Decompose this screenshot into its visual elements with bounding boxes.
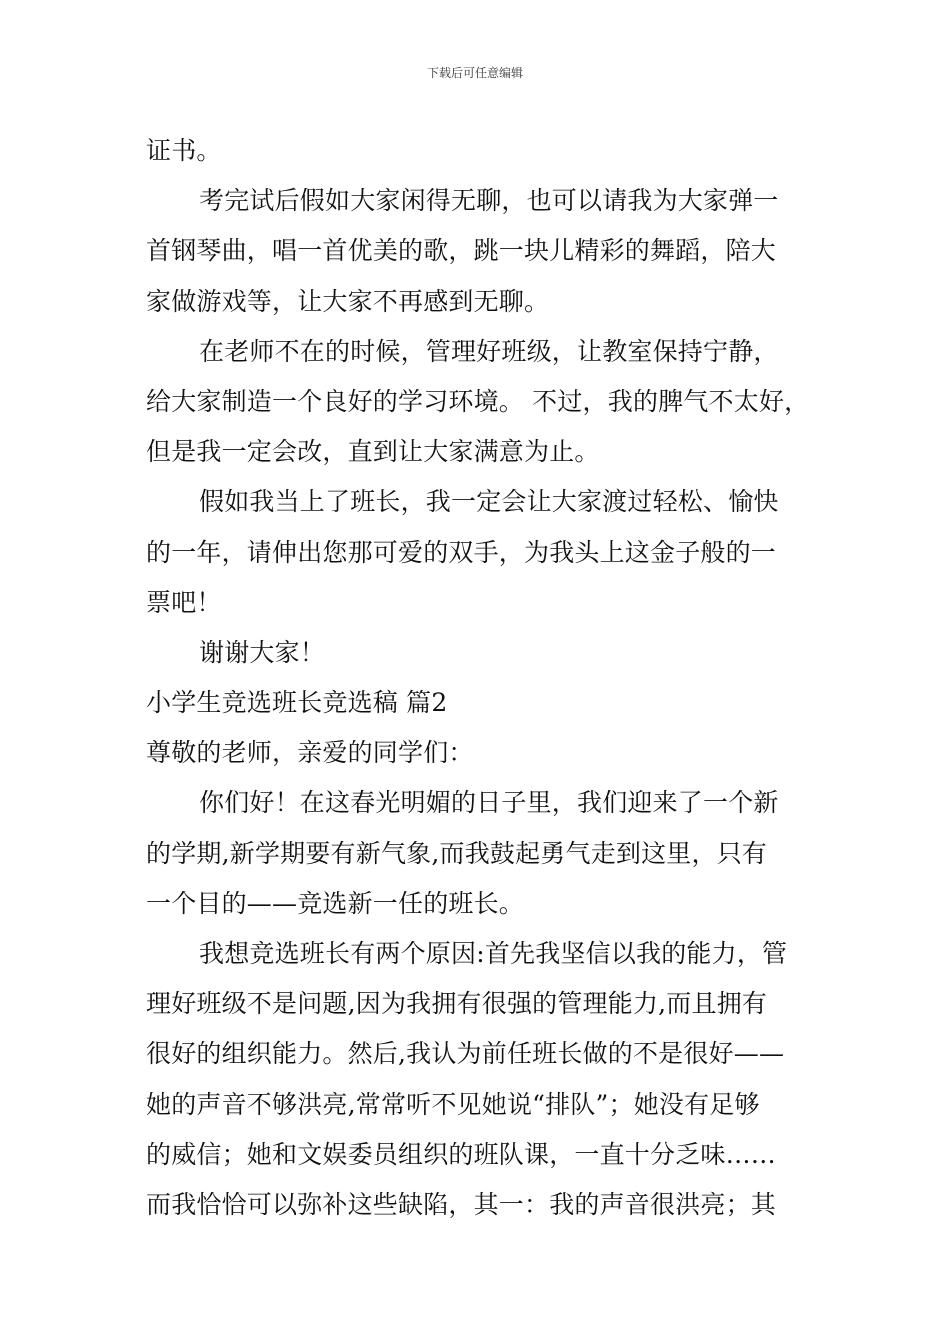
text-line: 假如我当上了班长，我一定会让大家渡过轻松、愉快: [199, 487, 779, 517]
text-line: 证书。: [146, 136, 222, 165]
text-line: 但是我一定会改，直到让大家满意为止。: [146, 437, 600, 467]
document-body: [146, 126, 822, 1230]
text-line: 很好的组织能力。然后,我认为前任班长做的不是很好——: [146, 1039, 785, 1069]
text-line: 票吧！: [146, 587, 222, 617]
text-line: 而我恰恰可以弥补这些缺陷，其一：我的声音很洪亮；其: [146, 1189, 777, 1219]
text-line: 她的声音不够洪亮,常常听不见她说“排队”；她没有足够: [146, 1089, 760, 1119]
text-line: 首钢琴曲，唱一首优美的歌，跳一块儿精彩的舞蹈，陪大: [146, 236, 777, 266]
text-line: 在老师不在的时候，管理好班级，让教室保持宁静，: [199, 336, 779, 366]
text-line: 一个目的——竞选新一任的班长。: [146, 888, 525, 918]
text-line: 的威信；她和文娱委员组织的班队课，一直十分乏味……: [146, 1139, 777, 1169]
section-heading: 小学生竞选班长竞选稿 篇2: [146, 688, 448, 718]
salutation: 尊敬的老师，亲爱的同学们：: [146, 738, 474, 768]
text-line: 给大家制造一个良好的学习环境。 不过，我的脾气不太好，: [146, 386, 810, 416]
text-line: 我想竞选班长有两个原因:首先我坚信以我的能力，管: [199, 939, 788, 968]
text-line: 家做游戏等，让大家不再感到无聊。: [146, 286, 550, 316]
text-line: 理好班级不是问题,因为我拥有很强的管理能力,而且拥有: [146, 989, 768, 1019]
page-header-note: 下载后可任意编辑: [426, 66, 523, 80]
text-line: 谢谢大家！: [199, 637, 326, 667]
text-line: 的学期,新学期要有新气象,而我鼓起勇气走到这里，只有: [146, 838, 768, 868]
text-line: 你们好！在这春光明媚的日子里，我们迎来了一个新: [199, 788, 779, 818]
text-line: 的一年，请伸出您那可爱的双手，为我头上这金子般的一: [146, 537, 777, 567]
text-line: 考完试后假如大家闲得无聊，也可以请我为大家弹一: [199, 186, 779, 216]
